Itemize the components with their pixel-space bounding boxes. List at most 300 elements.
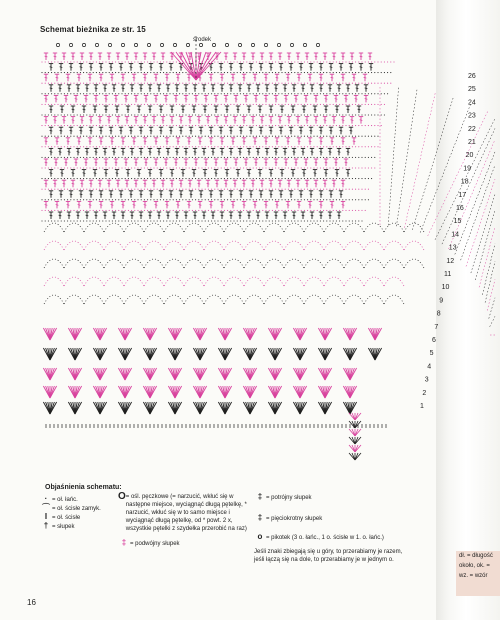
chain-dot [134,61,135,62]
chain-dot [61,146,62,147]
chain-dot [368,136,369,137]
chain-dot [310,61,311,62]
chain-dot [67,210,68,211]
stitch-mark [212,88,215,89]
stitch-mark [171,120,174,121]
chain-dot [192,167,193,168]
stitch-mark [230,152,233,153]
chain-dot [176,199,177,200]
chain-dot [131,199,132,200]
chain-dot [157,146,158,147]
chain-dot [221,61,222,62]
chain-dot [48,93,49,94]
chain-dot [51,83,52,84]
stitch-mark [290,194,293,195]
chain-dot [256,136,257,137]
chain-dot [374,114,375,115]
chain-dot [54,189,55,190]
chain-dot [185,125,186,126]
chain-dot [217,114,218,115]
stitch-mark [120,67,123,68]
chain-dot [185,114,186,115]
chain-dot [134,157,135,158]
chain-dot [221,167,222,168]
chain-dot [249,125,250,126]
chain-dot [281,83,282,84]
stitch-mark [140,88,143,89]
chain-dot [246,220,247,221]
chain-dot [121,167,122,168]
chain-dot [89,72,90,73]
stitch-mark [257,215,260,216]
chain-dot [166,72,167,73]
chain-dot [368,189,369,190]
chain-dot [278,146,279,147]
stitch-mark [335,99,338,100]
chain-dot [83,125,84,126]
stitch-mark [226,173,229,174]
chain-dot [163,167,164,168]
chain-dot [377,93,378,94]
chain-dot [137,146,138,147]
chain-dot [285,93,286,94]
chain-dot [131,136,132,137]
chain-dot [105,93,106,94]
page-number: 16 [27,598,36,607]
chain-dot [185,199,186,200]
chain-dot [134,83,135,84]
chain-dot [147,199,148,200]
chain-dot [93,167,94,168]
stitch-mark [270,194,273,195]
chain-dot [214,157,215,158]
stitch-mark [130,194,133,195]
chain-dot [368,61,369,62]
stitch-mark [99,56,102,57]
chain-dot [41,146,42,147]
chain-dot [281,93,282,94]
chain-dot [83,199,84,200]
stitch-mark [240,67,243,68]
chain-dot [131,104,132,105]
chain-dot [80,61,81,62]
chain-dot [80,220,81,221]
stitch-mark [210,77,213,78]
chain-dot [93,210,94,211]
chain-dot [86,199,87,200]
chain-dot [285,125,286,126]
stitch-mark [115,99,118,100]
chain-dot [365,61,366,62]
stitch-mark [275,152,278,153]
chain-dot [253,157,254,158]
chain-dot [131,167,132,168]
stitch-mark [100,194,103,195]
chain-dot [99,199,100,200]
stitch-mark [145,99,148,100]
stitch-mark [287,205,290,206]
chain-dot [374,72,375,73]
chain-dot [310,136,311,137]
chain-dot [137,72,138,73]
stitch-mark [170,194,173,195]
chain-arch [44,241,424,250]
chain-dot [41,83,42,84]
chain-dot [358,114,359,115]
legend-item-slip-stitch: ⌒ = oł. ścisłe zamyk. [42,503,101,512]
chain-dot [272,125,273,126]
stitch-mark [315,56,318,57]
chain-dot [144,167,145,168]
chain-dot [230,125,231,126]
chain-dot [109,178,110,179]
chain-dot [291,93,292,94]
chain-dot [115,210,116,211]
chain-dot [368,157,369,158]
chain-dot [45,178,46,179]
chain-dot [128,199,129,200]
stitch-mark [252,183,255,184]
chain-dot [77,72,78,73]
chain-dot [57,93,58,94]
stitch-mark [330,130,333,131]
chain-dot [205,125,206,126]
chain-dot [243,178,244,179]
stitch-mark [230,88,233,89]
chain-dot [86,104,87,105]
chain-dot [262,167,263,168]
chain-dot [115,61,116,62]
chain-dot [118,114,119,115]
chain-dot [304,189,305,190]
chain-dot [221,220,222,221]
stitch-mark [300,130,303,131]
chain-dot [365,199,366,200]
stitch-mark [215,109,218,110]
stitch-mark [77,88,80,89]
chain-dot [285,61,286,62]
chain-dot [339,157,340,158]
chain-dot [208,72,209,73]
chain-dot [304,220,305,221]
stitch-mark [338,215,341,216]
chain-dot [285,157,286,158]
chain-dot [115,125,116,126]
stitch-mark [167,88,170,89]
chain-dot [246,199,247,200]
stitch-mark [131,152,134,153]
chain-dot [41,125,42,126]
chain-dot [313,93,314,94]
chain-dot [96,125,97,126]
chain-dot [102,61,103,62]
chain-dot [128,125,129,126]
chain-dot [64,178,65,179]
chain-dot [141,210,142,211]
chain-dot [307,136,308,137]
chain-dot [45,157,46,158]
stitch-mark [287,77,290,78]
stitch-mark [351,120,354,121]
chain-dot [99,72,100,73]
chain-dot [345,104,346,105]
chain-dot [333,146,334,147]
chain-dot [307,72,308,73]
chain-dot [51,210,52,211]
chain-dot [77,210,78,211]
chain-dot [269,114,270,115]
chain-dot [147,61,148,62]
chain-dot [320,157,321,158]
chain-dot [320,83,321,84]
chain-dot [313,157,314,158]
chain-dot [304,61,305,62]
chain-dot [269,136,270,137]
chain-dot [57,220,58,221]
chain-dot [275,61,276,62]
chain-dot [157,220,158,221]
chain-dot [70,83,71,84]
chain-dot [118,72,119,73]
chain-dot [246,157,247,158]
chain-dot [221,125,222,126]
chain-dot [73,146,74,147]
stitch-mark [281,109,284,110]
chain-dot [147,146,148,147]
chain-dot [342,157,343,158]
stitch-mark [149,88,152,89]
chain-dot [48,220,49,221]
chain-dot [339,167,340,168]
chain-dot [297,178,298,179]
stitch-mark [199,141,202,142]
chain-dot [329,210,330,211]
stitch-mark [167,152,170,153]
chain-dot [201,93,202,94]
chain-dot [118,210,119,211]
legend-item-picot: ο = pikotek (3 o. łańc., 1 o. ścisłe w 1. o. łańc.) [257,532,384,541]
chain-dot [259,114,260,115]
stitch-mark [185,215,188,216]
chain-dot [51,125,52,126]
stitch-mark [198,120,201,121]
chain-dot [265,104,266,105]
stitch-mark [306,183,309,184]
stitch-mark [232,141,235,142]
stitch-mark [324,183,327,184]
chain-dot [125,125,126,126]
chain-dot [333,178,334,179]
stitch-mark [150,130,153,131]
stitch-mark [293,215,296,216]
stitch-mark [194,215,197,216]
chain-dot [307,125,308,126]
chain-dot [125,136,126,137]
chain-dot [374,61,375,62]
chain-dot [102,93,103,94]
chain-dot [173,125,174,126]
chain-dot [371,72,372,73]
ring-number: 22 [468,125,476,133]
chain-dot [381,61,382,62]
chain-dot [329,61,330,62]
chain-dot [307,189,308,190]
tail-stitch [355,445,361,452]
chain-dot [93,72,94,73]
stitch-mark [314,173,317,174]
chain-dot [285,189,286,190]
chain-dot [307,167,308,168]
stitch-mark [166,141,169,142]
stitch-mark [144,120,147,121]
stitch-mark [265,162,268,163]
stitch-mark [180,183,183,184]
stitch-mark [237,109,240,110]
chain-dot [230,220,231,221]
legend-item-double-crochet: † = słupek [43,521,75,530]
stitch-mark [180,67,183,68]
stitch-mark [110,194,113,195]
chain-dot [345,72,346,73]
chain-dot [249,199,250,200]
stitch-mark [245,99,248,100]
chain-dot [240,114,241,115]
chain-dot [160,220,161,221]
chain-dot [80,199,81,200]
chain-dot [265,199,266,200]
chain-dot [115,104,116,105]
stitch-mark [122,215,125,216]
stitch-mark [254,77,257,78]
chain-dot [150,189,151,190]
chain-dot [45,199,46,200]
chain-dot [112,104,113,105]
chain-dot [144,72,145,73]
chain-dot [185,167,186,168]
chain-dot [176,93,177,94]
chain-dot [112,167,113,168]
chain-dot [182,167,183,168]
chain-dot [275,178,276,179]
chain-dot [208,93,209,94]
stitch-mark [330,67,333,68]
chain-dot [45,93,46,94]
chain-dot [307,114,308,115]
chain-dot [61,220,62,221]
stitch-mark [347,88,350,89]
stitch-mark [185,88,188,89]
stitch-mark [243,120,246,121]
chain-dot [256,93,257,94]
stitch-mark [331,141,334,142]
chain-dot [355,146,356,147]
chain-dot [109,93,110,94]
chain-dot [256,72,257,73]
chain-dot [41,220,42,221]
stitch-mark [284,88,287,89]
stitch-mark [45,77,48,78]
chain-dot [390,61,391,62]
chain-dot [182,136,183,137]
chain-dot [99,210,100,211]
chain-dot [150,220,151,221]
chain-dot [77,146,78,147]
chain-dot [275,93,276,94]
chain-dot [227,220,228,221]
chain-dot [41,61,42,62]
chain-dot [102,146,103,147]
chain-dot [240,210,241,211]
stitch-mark [189,56,192,57]
chain-dot [323,136,324,137]
stitch-mark [50,215,53,216]
chain-dot [342,199,343,200]
chain-dot [358,104,359,105]
stitch-mark [360,67,363,68]
chain-dot [153,167,154,168]
chain-dot [291,199,292,200]
chain-dot [297,104,298,105]
stitch-mark [265,141,268,142]
stitch-mark [300,194,303,195]
chain-dot [326,61,327,62]
chain-dot [339,210,340,211]
chain-dot [61,189,62,190]
chain-dot [61,136,62,137]
chain-dot [77,167,78,168]
chain-dot [211,72,212,73]
stitch-mark [230,130,233,131]
chain-dot [109,114,110,115]
chain-dot [195,178,196,179]
chain-dot [157,125,158,126]
stitch-mark [120,130,123,131]
chain-dot [118,220,119,221]
chain-dot [153,114,154,115]
chain-dot [160,93,161,94]
chain-dot [304,167,305,168]
picot-mark [69,43,72,46]
stitch-mark [176,88,179,89]
chain-dot [371,83,372,84]
chain-dot [54,114,55,115]
tail-stitch [349,437,355,444]
chain-dot [189,146,190,147]
chain-dot [144,220,145,221]
chain-dot [192,136,193,137]
chain-dot [185,136,186,137]
stitch-mark [113,215,116,216]
stitch-mark [162,183,165,184]
chain-dot [166,104,167,105]
chain-dot [205,220,206,221]
chain-dot [67,146,68,147]
chain-dot [41,114,42,115]
chain-dot [243,93,244,94]
stitch-mark [345,162,348,163]
stitch-mark [335,162,338,163]
stitch-mark [225,56,228,57]
stitch-mark [259,109,262,110]
chain-dot [301,210,302,211]
stitch-mark [221,215,224,216]
chain-dot [320,167,321,168]
chain-dot [217,210,218,211]
chain-dot [313,114,314,115]
chain-dot [259,104,260,105]
chain-dot [201,83,202,84]
chain-dot [233,83,234,84]
